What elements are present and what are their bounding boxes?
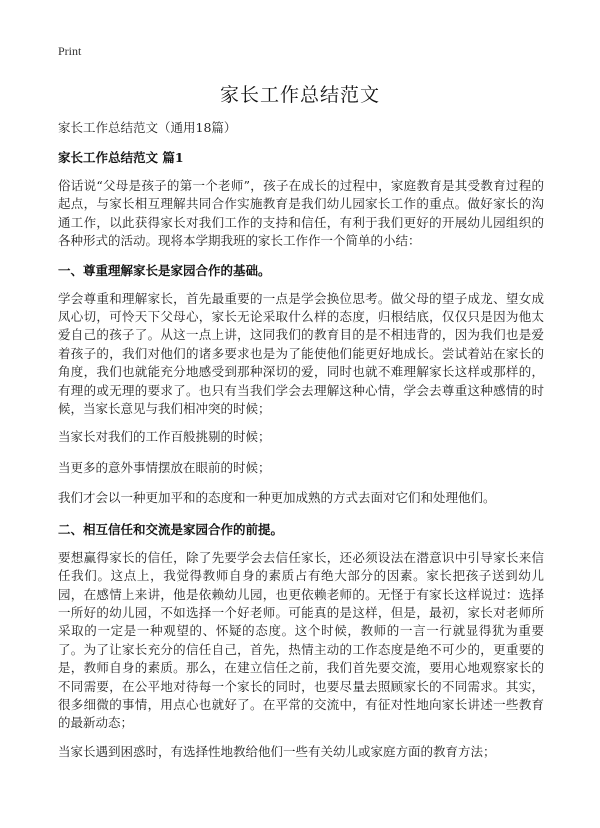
section2-heading: 二、相互信任和交流是家园合作的前提。 (58, 521, 284, 537)
section2-line1: 当家长遇到困惑时，有选择性地教给他们一些有关幼儿或家庭方面的教育方法； (58, 743, 496, 759)
section1-line3: 我们才会以一种更加平和的态度和一种更加成熟的方式去面对它们和处理他们。 (58, 490, 496, 506)
section1-line2: 当更多的意外事情摆放在眼前的时候； (58, 459, 271, 475)
page-title: 家长工作总结范文 (219, 84, 380, 106)
document-body (58, 118, 544, 773)
section1-line1: 当家长对我们的工作百般挑剔的时候； (58, 429, 271, 445)
section1-paragraph: 学会尊重和理解家长，首先最重要的一点是学会换位思考。做父母的望子成龙、望女成凤心切，可怜天下父母心，家长无论采取什么样的态度，归根结底，仅仅只是因为他太爱自己的孩子了。从这一点上讲，这同我们的教育目的是不相违背的，因为我们也是爱着孩子的，我们对他们的诸多要求也是为了能使他们能更好地成长。尝试着站在家长的角度，我们也就能充分地感受到那种深切的爱，同时也就不难理解家长这样或那样的，有理的或无理的要求了。也只有当我们学会去理解这种心情，学会去尊重这种感情的时候，当家长意见与我们相冲突的时候； (58, 290, 544, 417)
section2-paragraph: 要想赢得家长的信任，除了先要学会去信任家长，还必须设法在潜意识中引导家长来信任我们。这点上，我觉得教师自身的素质占有绝大部分的因素。家长把孩子送到幼儿园，在感情上来讲，他是依赖幼儿园，也更依赖老师的。无怪于有家长这样说过：选择一所好的幼儿园，不如选择一个好老师。可能真的是这样，但是，最初，家长对老师所采取的一定是一种观望的、怀疑的态度。这个时候，教师的一言一行就显得犹为重要了。为了让家长充分的信任自己，首先，热情主动的工作态度是绝不可少的，更重要的是，教师自身的素质。那么，在建立信任之前，我们首先要交流，要用心地观察家长的不同需要，在公平地对待每一个家长的同时，也要尽量去照顾家长的不同需求。其实，很多细微的事情，用点心也就好了。在平常的交流中，有征对性地向家长讲述一些教育的最新动态； (58, 549, 544, 731)
print-label[interactable]: Print (58, 44, 82, 58)
document-subtitle: 家长工作总结范文（通用18篇） (58, 120, 237, 135)
intro-paragraph: 俗话说“父母是孩子的第一个老师”，孩子在成长的过程中，家庭教育是其受教育过程的起点，与家长相互理解共同合作实施教育是我们幼儿园家长工作的重点。做好家长的沟通工作，以此获得家长对我们工作的支持和信任，有利于我们更好的开展幼儿园组织的各种形式的活动。现将本学期我班的家长工作作一个简单的小结： (58, 178, 544, 249)
article-heading: 家长工作总结范文 篇1 (58, 150, 184, 165)
section1-heading: 一、尊重理解家长是家园合作的基础。 (58, 262, 271, 278)
